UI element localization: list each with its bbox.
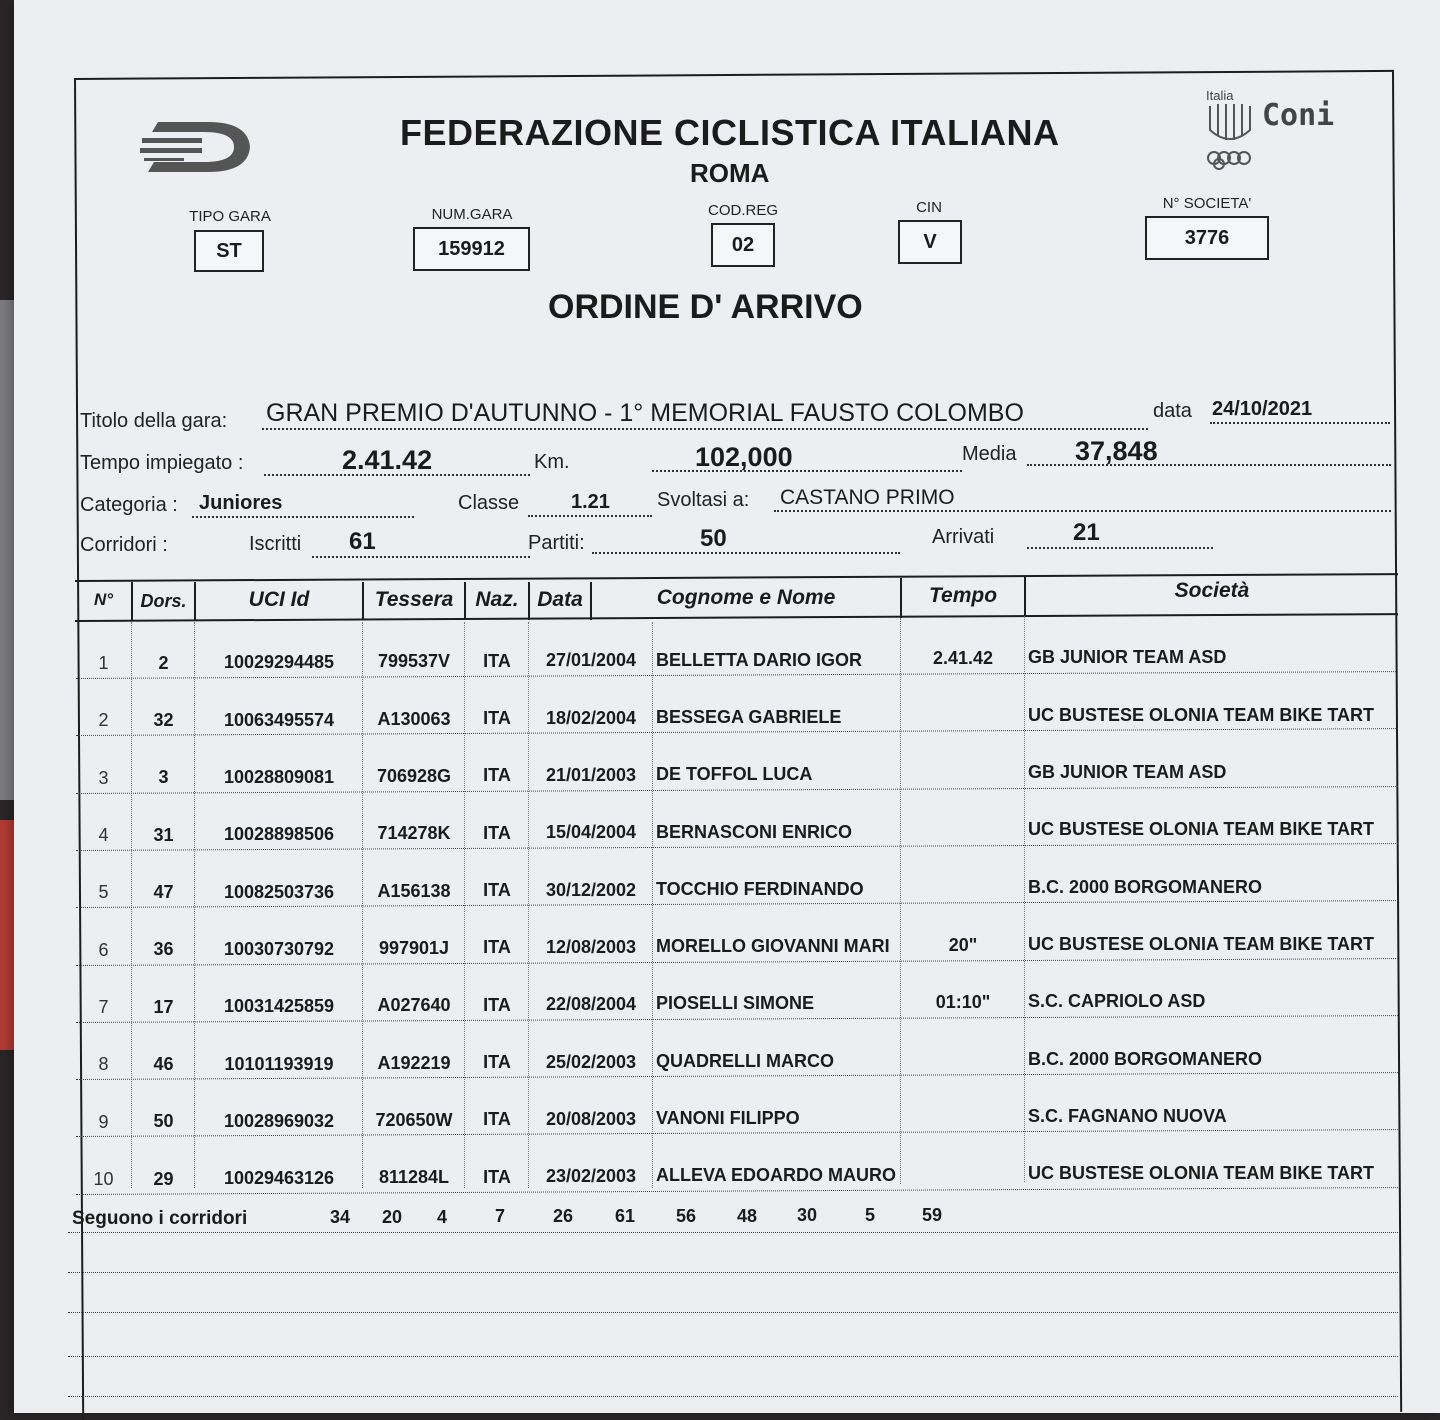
cell-nazione: ITA (483, 708, 511, 729)
cell-uci-id: 10028898506 (223, 824, 335, 845)
cell-data: 12/08/2003 (545, 936, 637, 957)
header-societa: Società (1174, 579, 1250, 602)
cin-label: CIN (916, 199, 942, 216)
seguono-number: 30 (796, 1205, 818, 1226)
cell-tempo: 2.41.42 (932, 648, 994, 669)
cell-societa: UC BUSTESE OLONIA TEAM BIKE TART (1028, 933, 1374, 954)
cell-uci-id: 10028809081 (223, 767, 335, 788)
cell-cognome-nome: DE TOFFOL LUCA (656, 764, 813, 785)
media-label: Media (962, 443, 1017, 465)
cell-tessera: 714278K (377, 823, 451, 844)
seguono-number: 48 (736, 1205, 758, 1226)
km-label: Km. (534, 451, 570, 473)
header-pos: N° (93, 590, 114, 609)
cell-uci-id: 10029294485 (223, 652, 335, 673)
iscritti-value: 61 (349, 528, 376, 555)
cell-data: 18/02/2004 (545, 707, 637, 728)
cell-dorsale: 46 (153, 1053, 174, 1074)
cell-nazione: ITA (483, 1109, 511, 1130)
tempo-value: 2.41.42 (342, 445, 433, 475)
categoria-dotline (192, 516, 414, 518)
cell-uci-id: 10028969032 (223, 1110, 335, 1131)
cell-position: 1 (98, 653, 109, 674)
cell-tessera: 811284L (378, 1167, 450, 1188)
categoria-value: Juniores (199, 492, 283, 514)
seguono-number: 61 (614, 1206, 636, 1226)
cell-dorsale: 31 (153, 824, 174, 845)
cell-position: 9 (98, 1111, 109, 1132)
media-dotline (1027, 464, 1391, 466)
cell-position: 4 (98, 825, 109, 846)
cell-position: 8 (98, 1054, 109, 1075)
cell-tessera: A192219 (377, 1052, 451, 1073)
row-divider-v (131, 622, 132, 1188)
coni-text: Coni (1262, 98, 1335, 133)
cell-position: 7 (98, 996, 109, 1017)
header-tempo: Tempo (928, 584, 998, 607)
coni-small-text: Italia (1206, 88, 1234, 103)
cell-nazione: ITA (483, 765, 511, 786)
iscritti-dotline (312, 556, 530, 558)
cell-uci-id: 10030730792 (223, 938, 335, 959)
blank-line (68, 1396, 1398, 1397)
data-dotline (1210, 422, 1390, 424)
seguono-number: 26 (552, 1206, 574, 1227)
svoltasi-label: Svoltasi a: (657, 489, 750, 511)
cell-societa: GB JUNIOR TEAM ASD (1028, 647, 1227, 668)
cell-data: 21/01/2003 (545, 765, 637, 786)
cod-reg-box: 02 (711, 223, 775, 267)
row-divider-v (900, 618, 901, 1184)
cell-tessera: 799537V (377, 651, 451, 672)
cell-position: 10 (93, 1168, 114, 1189)
cell-cognome-nome: VANONI FILIPPO (656, 1108, 800, 1129)
cell-societa: B.C. 2000 BORGOMANERO (1028, 1048, 1263, 1069)
partiti-value: 50 (700, 525, 727, 552)
cell-dorsale: 3 (158, 767, 169, 788)
classe-dotline (528, 515, 652, 517)
cod-reg-label: COD.REG (707, 202, 778, 219)
seguono-number: 34 (329, 1207, 351, 1227)
km-dotline (652, 470, 962, 472)
cell-cognome-nome: MORELLO GIOVANNI MARI (656, 936, 890, 957)
cell-uci-id: 10029463126 (223, 1168, 335, 1189)
cell-uci-id: 10101193919 (224, 1053, 334, 1074)
cell-dorsale: 47 (153, 882, 174, 902)
cell-dorsale: 17 (153, 996, 174, 1017)
cell-cognome-nome: BESSEGA GABRIELE (656, 706, 842, 727)
seguono-number: 4 (436, 1206, 447, 1227)
cell-dorsale: 29 (153, 1168, 174, 1189)
cell-data: 25/02/2003 (545, 1051, 637, 1072)
header-naz: Naz. (475, 588, 519, 611)
svoltasi-dotline (774, 510, 1391, 512)
arrivati-value: 21 (1073, 519, 1100, 546)
cell-nazione: ITA (483, 880, 511, 900)
ordine-arrivo-heading: ORDINE D' ARRIVO (548, 288, 863, 326)
cell-data: 23/02/2003 (545, 1166, 637, 1187)
cell-position: 3 (98, 767, 109, 788)
blank-line (68, 1312, 1398, 1313)
cell-tempo: 01:10" (935, 991, 991, 1012)
cell-tessera: 997901J (378, 937, 450, 958)
row-divider-v (1024, 616, 1025, 1182)
cell-tessera: A027640 (377, 995, 451, 1016)
svoltasi-value: CASTANO PRIMO (780, 486, 955, 509)
num-gara-box: 159912 (413, 227, 530, 271)
cell-nazione: ITA (483, 994, 511, 1015)
cell-cognome-nome: QUADRELLI MARCO (656, 1050, 834, 1071)
cell-societa: UC BUSTESE OLONIA TEAM BIKE TART (1028, 704, 1374, 725)
classe-label: Classe (458, 492, 520, 514)
classe-value: 1.21 (571, 491, 610, 513)
seguono-label: Seguono i corridori (72, 1208, 248, 1229)
header-cognome-nome: Cognome e Nome (656, 586, 836, 609)
cell-tessera: 706928G (376, 766, 452, 787)
cell-data: 20/08/2003 (545, 1108, 637, 1129)
cell-cognome-nome: BELLETTA DARIO IGOR (656, 649, 862, 670)
document-title: FEDERAZIONE CICLISTICA ITALIANA (400, 112, 1060, 153)
cin-box: V (898, 220, 962, 264)
societa-box: 3776 (1145, 216, 1269, 260)
cell-cognome-nome: TOCCHIO FERDINANDO (656, 878, 864, 899)
seguono-number: 20 (381, 1206, 403, 1227)
tipo-gara-box: ST (194, 230, 264, 272)
partiti-dotline (592, 552, 900, 554)
document-subtitle: ROMA (690, 158, 770, 188)
cell-societa: S.C. FAGNANO NUOVA (1028, 1105, 1227, 1126)
seguono-number: 59 (921, 1205, 943, 1225)
data-label: data (1153, 400, 1192, 422)
cell-dorsale: 2 (158, 652, 169, 673)
row-divider-v (652, 622, 653, 1188)
header-dors: Dors. (140, 591, 187, 611)
blank-line (68, 1356, 1398, 1357)
partiti-label: Partiti: (528, 532, 585, 554)
cell-nazione: ITA (483, 650, 511, 671)
cell-cognome-nome: PIOSELLI SIMONE (656, 993, 815, 1014)
cell-cognome-nome: BERNASCONI ENRICO (656, 821, 853, 842)
corridori-label: Corridori : (80, 534, 168, 556)
fci-logo-icon (138, 118, 256, 176)
cell-position: 6 (98, 939, 109, 960)
cell-tempo: 20" (948, 934, 978, 955)
cell-position: 5 (98, 882, 109, 903)
cell-data: 30/12/2002 (545, 879, 637, 900)
cell-nazione: ITA (483, 1166, 511, 1187)
categoria-label: Categoria : (80, 494, 178, 516)
cell-data: 27/01/2004 (545, 650, 637, 671)
cell-nazione: ITA (483, 1051, 511, 1072)
media-value: 37,848 (1075, 436, 1158, 466)
cell-tessera: 720650W (375, 1109, 453, 1130)
seguono-number: 5 (864, 1205, 875, 1226)
km-value: 102,000 (695, 442, 793, 472)
cell-societa: UC BUSTESE OLONIA TEAM BIKE TART (1028, 1163, 1374, 1184)
cell-data: 15/04/2004 (545, 822, 637, 843)
blank-line (68, 1272, 1398, 1273)
num-gara-label: NUM.GARA (431, 206, 513, 223)
tempo-label: Tempo impiegato : (80, 452, 244, 474)
cell-nazione: ITA (483, 937, 511, 958)
cell-societa: UC BUSTESE OLONIA TEAM BIKE TART (1028, 819, 1374, 840)
cell-uci-id: 10082503736 (223, 881, 335, 902)
tempo-dotline (264, 474, 530, 476)
cell-societa: GB JUNIOR TEAM ASD (1028, 762, 1227, 783)
header-tessera: Tessera (374, 588, 454, 611)
seguono-number: 7 (494, 1206, 505, 1227)
titolo-dotline (262, 428, 1148, 430)
cell-dorsale: 50 (153, 1111, 174, 1132)
arrivati-label: Arrivati (932, 526, 995, 548)
header-uci-id: UCI Id (248, 588, 310, 611)
race-title: GRAN PREMIO D'AUTUNNO - 1° MEMORIAL FAUSTO COLOMBO (266, 399, 1024, 427)
arrivati-dotline (1027, 547, 1213, 549)
cell-uci-id: 10031425859 (223, 996, 335, 1017)
cell-position: 2 (98, 710, 109, 731)
cell-nazione: ITA (483, 822, 511, 843)
titolo-label: Titolo della gara: (80, 410, 228, 432)
cell-data: 22/08/2004 (545, 994, 637, 1015)
cell-tessera: A130063 (377, 708, 451, 729)
cell-tessera: A156138 (377, 880, 451, 901)
cell-cognome-nome: ALLEVA EDOARDO MAURO (656, 1165, 896, 1186)
tipo-gara-label: TIPO GARA (189, 208, 271, 225)
row-divider-v (194, 622, 195, 1188)
cell-dorsale: 36 (153, 939, 174, 960)
race-date: 24/10/2021 (1212, 398, 1313, 420)
seguono-number: 56 (675, 1205, 697, 1226)
societa-label: N° SOCIETA' (1162, 195, 1252, 212)
header-data: Data (537, 588, 583, 611)
cell-societa: S.C. CAPRIOLO ASD (1028, 991, 1206, 1012)
coni-emblem-icon (1204, 96, 1256, 174)
cell-dorsale: 32 (153, 710, 174, 731)
cell-societa: B.C. 2000 BORGOMANERO (1028, 876, 1263, 897)
seguono-line (68, 1232, 1398, 1233)
iscritti-label: Iscritti (249, 533, 302, 555)
cell-uci-id: 10063495574 (223, 709, 335, 730)
